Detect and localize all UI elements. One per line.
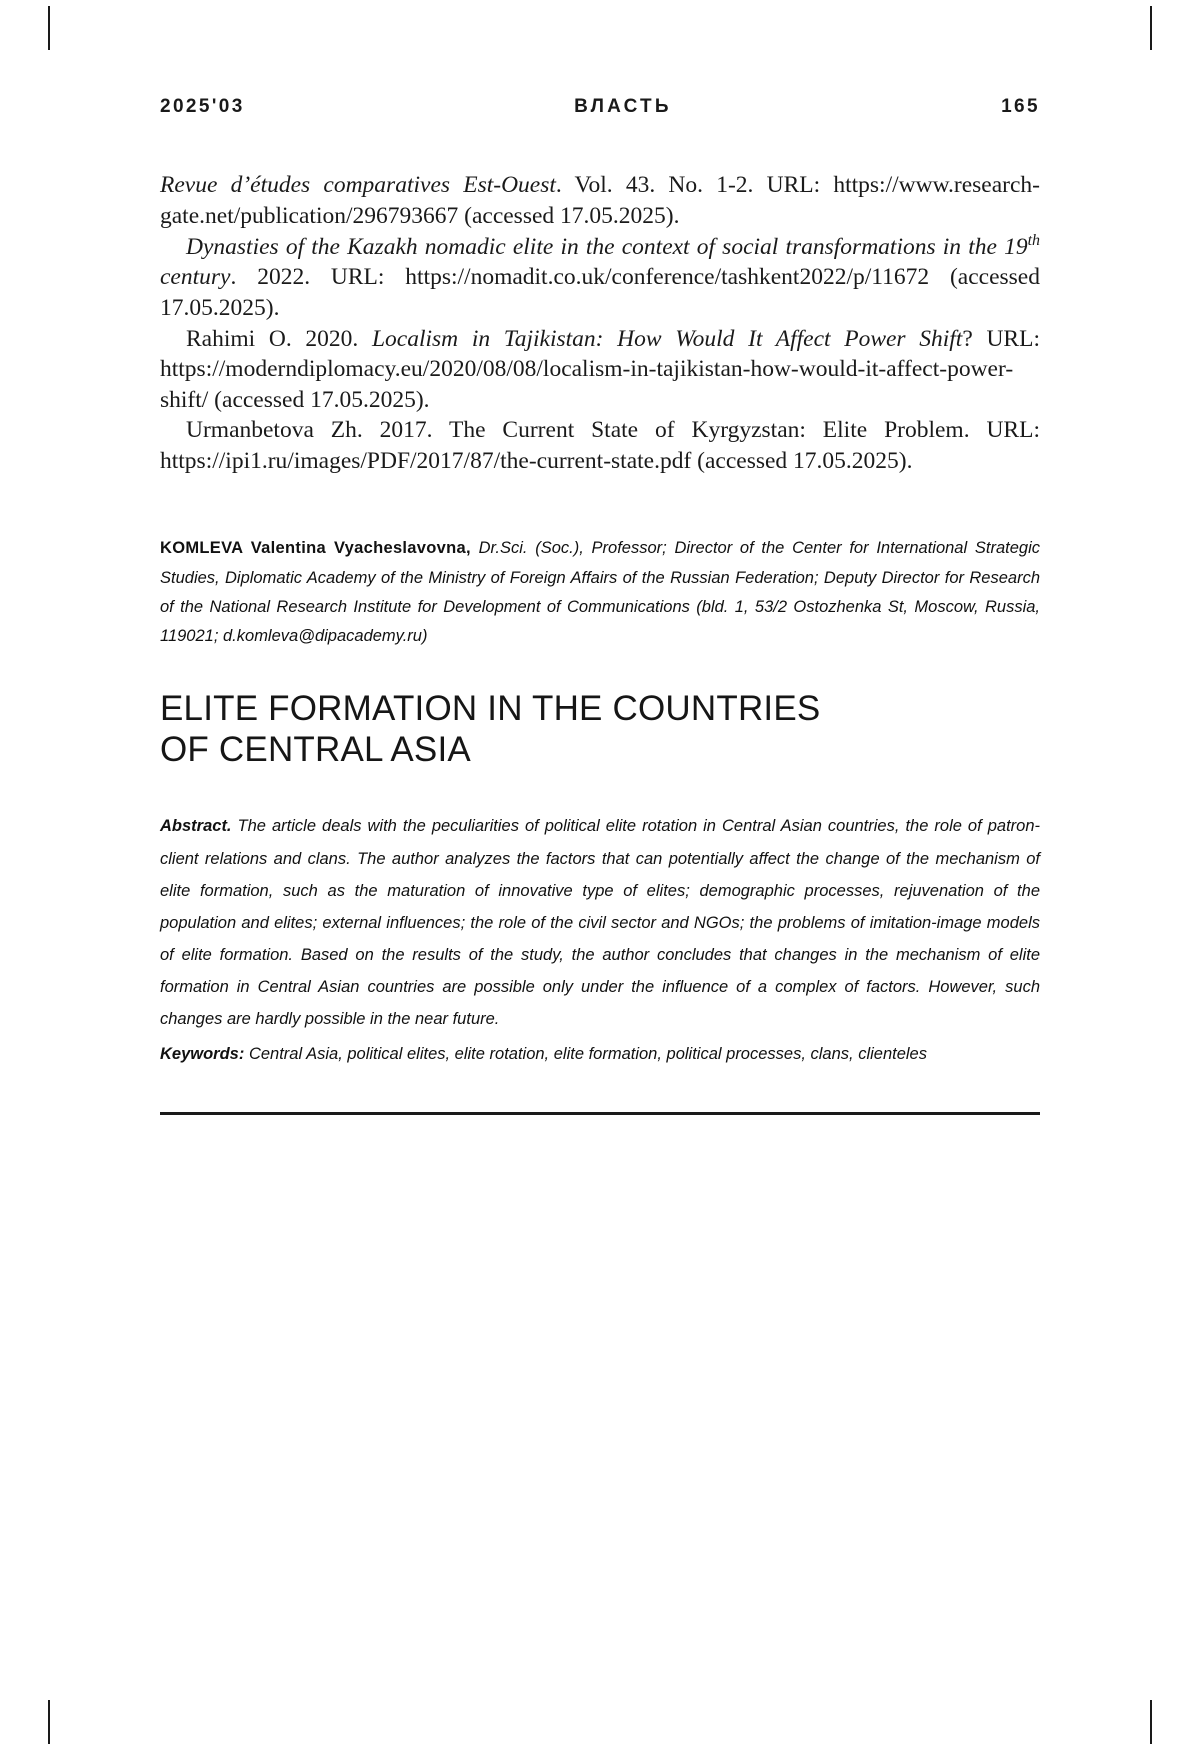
author-name: KOMLEVA Valentina Vyacheslavovna, xyxy=(160,539,471,558)
reference-text: ? URL: https://moderndiplomacy.eu/2020/08/08/localism-in-tajikistan-how-would-it-affect-power-shift/ (accessed 17.05.2025). xyxy=(160,325,1040,413)
keywords-text: Central Asia, political elites, elite rotation, elite formation, political processes, clans, clienteles xyxy=(244,1044,927,1063)
running-head xyxy=(160,96,1040,124)
section-divider xyxy=(160,1112,1040,1115)
reference-text: . Vol. 43. No. 1-2. URL: https://www.research-gate.net/publication/296793667 (accessed 17.05.2025). xyxy=(160,172,1040,229)
crop-mark-bottom-left xyxy=(48,1700,50,1744)
references-list xyxy=(160,170,1040,476)
reference-text: Urmanbetova Zh. 2017. The Current State of Kyrgyzstan: Elite Problem. URL: https://ipi1.ru/images/PDF/2017/87/the-current-state.pdf (accessed 17.05.2025). xyxy=(160,417,1040,474)
crop-mark-top-right xyxy=(1150,6,1152,50)
crop-mark-top-left xyxy=(48,6,50,50)
reference-text: . 2022. URL: https://nomadit.co.uk/conference/tashkent2022/p/11672 (accessed 17.05.2025). xyxy=(160,264,1040,322)
reference-text: Localism in Tajikistan: How Would It Affect Power Shift xyxy=(371,325,963,352)
author-note xyxy=(160,534,1040,651)
running-head-issue: 2025'03 xyxy=(160,96,245,117)
reference-item xyxy=(160,415,1040,476)
article-title-line-1: ELITE FORMATION IN THE COUNTRIES xyxy=(160,688,821,728)
author-affiliation: Dr.Sci. (Soc.), Professor; Director of the Center for International Strategic Studies, Diplomatic Academy of the Ministry of Foreign Affairs of the Russian Federation; Deputy Director for Research of the National Research Institute for Development of Communications (bld. 1, 53/2 Ostozhenka St, Moscow, Russia, 119021; d.komleva@dipacademy.ru) xyxy=(160,539,1040,646)
reference-item xyxy=(160,231,1040,323)
reference-text: Rahimi O. 2020. xyxy=(186,325,372,352)
running-head-page-number: 165 xyxy=(1001,96,1040,117)
reference-text: Revue d’études comparatives Est-Ouest xyxy=(160,172,556,198)
keywords xyxy=(160,1038,1040,1070)
article-title-line-2: OF CENTRAL ASIA xyxy=(160,730,471,770)
abstract-label: Abstract. xyxy=(160,817,232,836)
reference-item xyxy=(160,324,1040,416)
page-content xyxy=(160,96,1040,1115)
reference-text: th xyxy=(1027,232,1040,250)
reference-text: Dynasties of the Kazakh nomadic elite in the context of social transformations in the 19 xyxy=(186,233,1028,260)
abstract-text: The article deals with the peculiarities of political elite rotation in Central Asian countries, the role of patron-client relations and clans. The author analyzes the factors that can potentially affect the change of the mechanism of elite formation, such as the maturation of innovative type of elites; demographic processes, rejuvenation of the population and elites; external influences; the role of the civil sector and NGOs; the problems of imitation-image models of elite formation. Based on the results of the study, the author concludes that changes in the mechanism of elite formation in Central Asian countries are possible only under the influence of a complex of factors. However, such changes are hardly possible in the near future. xyxy=(160,817,1040,1029)
keywords-label: Keywords: xyxy=(160,1044,245,1063)
running-head-journal: ВЛАСТЬ xyxy=(574,96,672,117)
reference-item xyxy=(160,170,1040,231)
abstract xyxy=(160,810,1040,1035)
page-title xyxy=(160,688,1040,771)
reference-text: century xyxy=(160,264,231,291)
crop-mark-bottom-right xyxy=(1150,1700,1152,1744)
